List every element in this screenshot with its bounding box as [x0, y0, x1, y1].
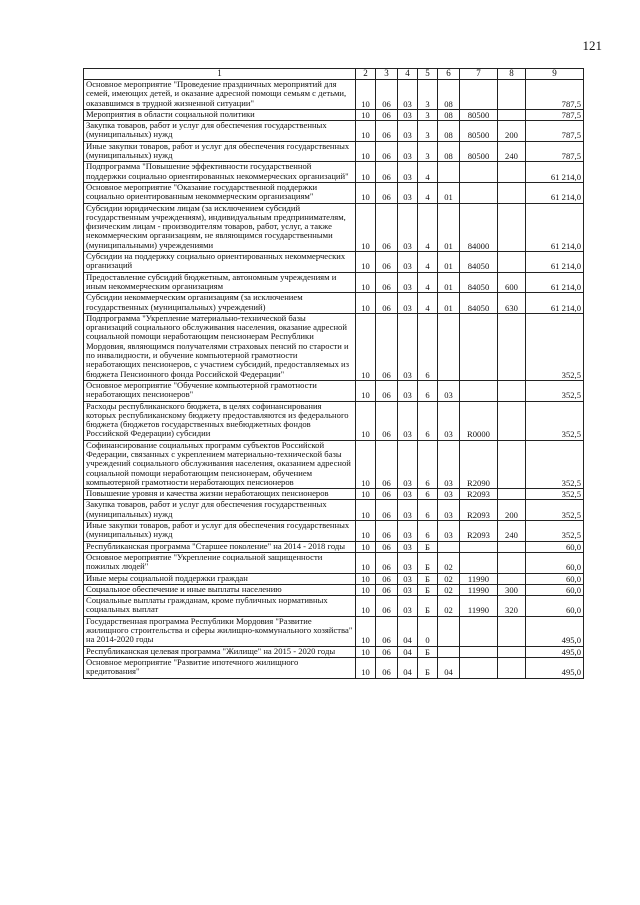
col-event: 08: [438, 141, 460, 162]
col-direction: R2093: [460, 500, 498, 521]
col-expense-type: 200: [498, 121, 526, 142]
col-section: 10: [356, 109, 376, 120]
row-name: Государственная программа Республики Мордовия "Развитие жилищного строительства и сферы жилищно-коммунального хозяйства" на 2014-2020 годы: [84, 616, 356, 646]
table-row: [84, 252, 584, 273]
col-subsection: 06: [376, 162, 398, 183]
col-direction: [460, 646, 498, 657]
col-program: 03: [398, 293, 418, 314]
col-event: 02: [438, 552, 460, 573]
table-row: [84, 80, 584, 110]
col-program: 03: [398, 573, 418, 584]
col-expense-type: 200: [498, 500, 526, 521]
col-subsection: 06: [376, 313, 398, 380]
col-amount: 352,5: [526, 489, 584, 500]
col-program: 03: [398, 380, 418, 401]
table-row: [84, 141, 584, 162]
table-row: [84, 573, 584, 584]
col-expense-type: [498, 616, 526, 646]
col-direction: [460, 313, 498, 380]
col-event: 04: [438, 657, 460, 678]
col-subprogram: Б: [418, 541, 438, 552]
row-name: Субсидии некоммерческим организациям (за исключением государственных (муниципальных) учреждений): [84, 293, 356, 314]
col-program: 03: [398, 552, 418, 573]
col-subsection: 06: [376, 182, 398, 203]
col-section: 10: [356, 521, 376, 542]
col-program: 03: [398, 521, 418, 542]
col-section: 10: [356, 541, 376, 552]
table-row: [84, 489, 584, 500]
table-row: [84, 584, 584, 595]
table-row: [84, 109, 584, 120]
row-name: Закупка товаров, работ и услуг для обеспечения государственных (муниципальных) нужд: [84, 121, 356, 142]
row-name: Субсидии юридическим лицам (за исключением субсидий государственным учреждениям), индивидуальным предпринимателям, физическим лицам - производителям товаров, работ, услуг, а также некоммерческим организациям, не являющимся государственными (муниципальными) учреждениями: [84, 203, 356, 251]
table-row: [84, 440, 584, 488]
col-expense-type: 600: [498, 272, 526, 293]
col-section: 10: [356, 500, 376, 521]
col-program: 03: [398, 440, 418, 488]
col-program: 04: [398, 616, 418, 646]
table-row: [84, 521, 584, 542]
col-subsection: 06: [376, 521, 398, 542]
col-section: 10: [356, 293, 376, 314]
col-expense-type: [498, 252, 526, 273]
table-row: [84, 541, 584, 552]
col-subsection: 06: [376, 80, 398, 110]
col-amount: 495,0: [526, 616, 584, 646]
col-subsection: 06: [376, 541, 398, 552]
col-subprogram: 4: [418, 203, 438, 251]
col-expense-type: [498, 440, 526, 488]
col-subprogram: 3: [418, 109, 438, 120]
col-event: 02: [438, 596, 460, 617]
col-event: 01: [438, 182, 460, 203]
col-expense-type: [498, 646, 526, 657]
table-row: [84, 552, 584, 573]
col-event: 01: [438, 272, 460, 293]
table-row: [84, 500, 584, 521]
col-expense-type: [498, 657, 526, 678]
table-row: [84, 596, 584, 617]
col-subsection: 06: [376, 141, 398, 162]
col-amount: 60,0: [526, 573, 584, 584]
col-event: 02: [438, 573, 460, 584]
col-direction: [460, 552, 498, 573]
col-amount: 61 214,0: [526, 203, 584, 251]
col-subsection: 06: [376, 616, 398, 646]
col-subprogram: Б: [418, 596, 438, 617]
col-subsection: 06: [376, 380, 398, 401]
col-direction: R2093: [460, 521, 498, 542]
col-program: 03: [398, 313, 418, 380]
budget-table: [83, 68, 584, 679]
col-program: 03: [398, 203, 418, 251]
col-expense-type: 240: [498, 141, 526, 162]
col-amount: 495,0: [526, 646, 584, 657]
col-subprogram: 4: [418, 252, 438, 273]
col-section: 10: [356, 657, 376, 678]
col-expense-type: 320: [498, 596, 526, 617]
col-program: 04: [398, 646, 418, 657]
col-amount: 352,5: [526, 440, 584, 488]
col-subprogram: 3: [418, 121, 438, 142]
row-name: Закупка товаров, работ и услуг для обеспечения государственных (муниципальных) нужд: [84, 500, 356, 521]
col-expense-type: 240: [498, 521, 526, 542]
col-expense-type: [498, 541, 526, 552]
header-cell: 6: [438, 69, 460, 80]
col-section: 10: [356, 440, 376, 488]
col-direction: R0000: [460, 401, 498, 440]
row-name: Софинансирование социальных программ субъектов Российской Федерации, связанных с укреплением материально-технической базы учреждений социального обслуживания населения, оказанием адресной социальной помощи неработающим пенсионерам, обучением компьютерной грамотности неработающих пенсионеров: [84, 440, 356, 488]
col-program: 03: [398, 252, 418, 273]
col-subprogram: 6: [418, 489, 438, 500]
col-subsection: 06: [376, 293, 398, 314]
row-name: Основное мероприятие "Укрепление социальной защищенности пожилых людей": [84, 552, 356, 573]
col-amount: 787,5: [526, 109, 584, 120]
header-cell: 8: [498, 69, 526, 80]
col-amount: 60,0: [526, 596, 584, 617]
col-section: 10: [356, 596, 376, 617]
table-row: [84, 646, 584, 657]
col-event: 08: [438, 121, 460, 142]
col-section: 10: [356, 646, 376, 657]
col-expense-type: [498, 182, 526, 203]
col-direction: [460, 80, 498, 110]
page-number: 121: [582, 38, 602, 53]
col-direction: 80500: [460, 109, 498, 120]
col-event: 08: [438, 80, 460, 110]
col-expense-type: [498, 313, 526, 380]
col-subprogram: 6: [418, 500, 438, 521]
col-subprogram: 4: [418, 272, 438, 293]
col-section: 10: [356, 616, 376, 646]
col-section: 10: [356, 313, 376, 380]
col-direction: 84050: [460, 252, 498, 273]
col-amount: 787,5: [526, 141, 584, 162]
col-section: 10: [356, 272, 376, 293]
col-program: 04: [398, 657, 418, 678]
row-name: Предоставление субсидий бюджетным, автономным учреждениям и иным некоммерческим организациям: [84, 272, 356, 293]
col-section: 10: [356, 552, 376, 573]
col-amount: 787,5: [526, 121, 584, 142]
col-subprogram: 3: [418, 141, 438, 162]
col-subprogram: Б: [418, 646, 438, 657]
col-program: 03: [398, 121, 418, 142]
col-subprogram: Б: [418, 584, 438, 595]
col-section: 10: [356, 584, 376, 595]
col-program: 03: [398, 489, 418, 500]
col-section: 10: [356, 141, 376, 162]
col-event: 08: [438, 109, 460, 120]
col-subprogram: 6: [418, 401, 438, 440]
row-name: Основное мероприятие "Обучение компьютерной грамотности неработающих пенсионеров": [84, 380, 356, 401]
col-expense-type: [498, 109, 526, 120]
header-cell: 4: [398, 69, 418, 80]
col-event: [438, 313, 460, 380]
col-expense-type: 630: [498, 293, 526, 314]
col-expense-type: [498, 162, 526, 183]
table-row: [84, 657, 584, 678]
col-expense-type: [498, 203, 526, 251]
col-subsection: 06: [376, 121, 398, 142]
col-program: 03: [398, 401, 418, 440]
col-program: 03: [398, 500, 418, 521]
col-amount: 61 214,0: [526, 293, 584, 314]
table-row: [84, 401, 584, 440]
row-name: Социальное обеспечение и иные выплаты населению: [84, 584, 356, 595]
col-direction: [460, 541, 498, 552]
col-expense-type: [498, 552, 526, 573]
col-amount: 352,5: [526, 380, 584, 401]
col-subprogram: 6: [418, 313, 438, 380]
col-event: 01: [438, 252, 460, 273]
col-amount: 61 214,0: [526, 252, 584, 273]
col-amount: 60,0: [526, 541, 584, 552]
col-amount: 61 214,0: [526, 162, 584, 183]
col-subsection: 06: [376, 109, 398, 120]
col-direction: [460, 182, 498, 203]
table-row: [84, 293, 584, 314]
row-name: Мероприятия в области социальной политики: [84, 109, 356, 120]
col-event: 03: [438, 500, 460, 521]
col-direction: 84050: [460, 272, 498, 293]
col-subprogram: 6: [418, 380, 438, 401]
table-row: [84, 313, 584, 380]
col-subprogram: Б: [418, 573, 438, 584]
col-subprogram: Б: [418, 657, 438, 678]
col-expense-type: [498, 489, 526, 500]
col-subprogram: 6: [418, 521, 438, 542]
col-section: 10: [356, 252, 376, 273]
col-subprogram: Б: [418, 552, 438, 573]
col-subsection: 06: [376, 596, 398, 617]
header-cell: 9: [526, 69, 584, 80]
col-section: 10: [356, 121, 376, 142]
table-row: [84, 380, 584, 401]
row-name: Расходы республиканского бюджета, в целях софинансирования которых республиканскому бюджету предоставляются из федерального бюджета (бюджетов государственных внебюджетных фондов Российской Федерации) субсидии: [84, 401, 356, 440]
header-cell: 2: [356, 69, 376, 80]
col-direction: 80500: [460, 141, 498, 162]
col-subsection: 06: [376, 573, 398, 584]
col-subprogram: 4: [418, 293, 438, 314]
table-row: [84, 272, 584, 293]
col-section: 10: [356, 573, 376, 584]
col-subsection: 06: [376, 500, 398, 521]
table-row: [84, 203, 584, 251]
col-event: 03: [438, 401, 460, 440]
col-amount: 787,5: [526, 80, 584, 110]
row-name: Иные закупки товаров, работ и услуг для обеспечения государственных (муниципальных) нужд: [84, 521, 356, 542]
col-event: 03: [438, 380, 460, 401]
table-row: [84, 182, 584, 203]
header-cell: 7: [460, 69, 498, 80]
row-name: Подпрограмма "Повышение эффективности государственной поддержки социально ориентированных некоммерческих организаций": [84, 162, 356, 183]
col-subsection: 06: [376, 646, 398, 657]
col-subsection: 06: [376, 489, 398, 500]
header-cell: 1: [84, 69, 356, 80]
col-subsection: 06: [376, 657, 398, 678]
row-name: Республиканская программа "Старшее поколение" на 2014 - 2018 годы: [84, 541, 356, 552]
col-expense-type: [498, 573, 526, 584]
col-event: 03: [438, 521, 460, 542]
col-direction: 11990: [460, 573, 498, 584]
header-row: [84, 69, 584, 80]
header-cell: 5: [418, 69, 438, 80]
col-program: 03: [398, 272, 418, 293]
col-amount: 352,5: [526, 313, 584, 380]
col-program: 03: [398, 584, 418, 595]
col-program: 03: [398, 596, 418, 617]
table-body: [84, 69, 584, 679]
table-row: [84, 121, 584, 142]
col-section: 10: [356, 182, 376, 203]
col-subprogram: 6: [418, 440, 438, 488]
col-subprogram: 0: [418, 616, 438, 646]
col-amount: 60,0: [526, 584, 584, 595]
col-subprogram: 4: [418, 162, 438, 183]
col-expense-type: [498, 401, 526, 440]
col-direction: 11990: [460, 596, 498, 617]
col-event: 01: [438, 203, 460, 251]
col-section: 10: [356, 401, 376, 440]
col-subprogram: 4: [418, 182, 438, 203]
header-cell: 3: [376, 69, 398, 80]
col-subsection: 06: [376, 203, 398, 251]
row-name: Социальные выплаты гражданам, кроме публичных нормативных социальных выплат: [84, 596, 356, 617]
col-amount: 61 214,0: [526, 272, 584, 293]
table-row: [84, 162, 584, 183]
col-subsection: 06: [376, 552, 398, 573]
col-event: [438, 616, 460, 646]
col-direction: 11990: [460, 584, 498, 595]
row-name: Основное мероприятие "Развитие ипотечного жилищного кредитования": [84, 657, 356, 678]
col-subsection: 06: [376, 272, 398, 293]
col-direction: 84050: [460, 293, 498, 314]
col-program: 03: [398, 80, 418, 110]
col-expense-type: [498, 380, 526, 401]
col-direction: R2093: [460, 489, 498, 500]
col-event: 01: [438, 293, 460, 314]
col-amount: 352,5: [526, 401, 584, 440]
col-section: 10: [356, 80, 376, 110]
col-event: 03: [438, 440, 460, 488]
row-name: Республиканская целевая программа "Жилище" на 2015 - 2020 годы: [84, 646, 356, 657]
col-subsection: 06: [376, 401, 398, 440]
col-subsection: 06: [376, 440, 398, 488]
row-name: Субсидии на поддержку социально ориентированных некоммерческих организаций: [84, 252, 356, 273]
row-name: Иные закупки товаров, работ и услуг для обеспечения государственных (муниципальных) нужд: [84, 141, 356, 162]
col-event: 02: [438, 584, 460, 595]
col-section: 10: [356, 489, 376, 500]
col-subsection: 06: [376, 584, 398, 595]
col-event: [438, 162, 460, 183]
row-name: Основное мероприятие "Проведение праздничных мероприятий для семей, имеющих детей, и оказание адресной помощи семьям с детьми, оказавшимся в трудной жизненной ситуации": [84, 80, 356, 110]
col-program: 03: [398, 182, 418, 203]
col-program: 03: [398, 141, 418, 162]
col-event: [438, 541, 460, 552]
col-program: 03: [398, 541, 418, 552]
col-direction: [460, 162, 498, 183]
row-name: Подпрограмма "Укрепление материально-технической базы организаций социального обслуживания населения, оказание адресной социальной помощи неработающим пенсионерам Республики Мордовия, являющимся получателями страховых пенсий по старости и по инвалидности, и обучение компьютерной грамотности неработающих пенсионеров, с участием субсидий, предоставляемых из бюджета Пенсионного фонда Российской Федерации": [84, 313, 356, 380]
col-event: [438, 646, 460, 657]
col-amount: 61 214,0: [526, 182, 584, 203]
col-section: 10: [356, 162, 376, 183]
row-name: Повышение уровня и качества жизни неработающих пенсионеров: [84, 489, 356, 500]
col-event: 03: [438, 489, 460, 500]
row-name: Иные меры социальной поддержки граждан: [84, 573, 356, 584]
col-amount: 352,5: [526, 500, 584, 521]
col-direction: 84000: [460, 203, 498, 251]
col-expense-type: 300: [498, 584, 526, 595]
col-amount: 352,5: [526, 521, 584, 542]
col-direction: [460, 380, 498, 401]
col-expense-type: [498, 80, 526, 110]
col-direction: R2090: [460, 440, 498, 488]
col-direction: 80500: [460, 121, 498, 142]
col-subprogram: 3: [418, 80, 438, 110]
col-section: 10: [356, 203, 376, 251]
col-program: 03: [398, 162, 418, 183]
col-amount: 60,0: [526, 552, 584, 573]
col-direction: [460, 657, 498, 678]
row-name: Основное мероприятие "Оказание государственной поддержки социально ориентированным некоммерческим организациям": [84, 182, 356, 203]
col-amount: 495,0: [526, 657, 584, 678]
col-program: 03: [398, 109, 418, 120]
col-subsection: 06: [376, 252, 398, 273]
table-row: [84, 616, 584, 646]
col-section: 10: [356, 380, 376, 401]
col-direction: [460, 616, 498, 646]
